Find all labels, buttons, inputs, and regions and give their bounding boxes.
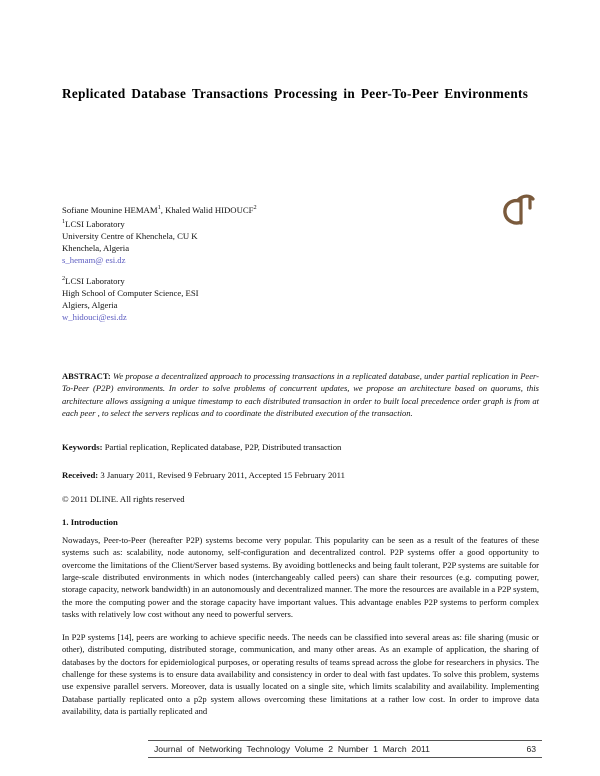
author-block [62, 202, 362, 324]
dline-logo-icon [498, 192, 540, 232]
author-names-prefix: Sofiane Mounine HEMAM [62, 204, 158, 215]
received-line [62, 469, 539, 481]
page-title: Replicated Database Transactions Processing in Peer-To-Peer Environments [62, 86, 529, 101]
affiliation-2-institution: High School of Computer Science, ESI [62, 288, 199, 299]
copyright-line: © 2011 DLINE. All rights reserved [62, 494, 185, 504]
abstract-block [62, 370, 539, 420]
affiliation-2-lab [62, 273, 362, 287]
keywords-label: Keywords: [62, 442, 103, 452]
footer-journal-info: Journal of Networking Technology Volume 2 Number 1 March 2011 [154, 744, 430, 754]
affiliation-2-lab-label: LCSI Laboratory [65, 276, 125, 287]
author-names [62, 202, 362, 216]
keywords-line [62, 441, 539, 453]
affiliation-spacer [62, 266, 362, 273]
received-text: 3 January 2011, Revised 9 February 2011, Accepted 15 February 2011 [98, 470, 345, 480]
abstract-label: ABSTRACT: [62, 371, 111, 381]
affiliation-1-lab-label: LCSI Laboratory [65, 218, 125, 229]
received-label: Received: [62, 470, 99, 480]
section-heading-introduction: 1. Introduction [62, 517, 118, 527]
keywords-text: Partial replication, Replicated database, P2P, Distributed transaction [102, 442, 342, 452]
author-names-middle: , Khaled Walid HIDOUCF [160, 204, 254, 215]
affiliation-1-sup: 1 [62, 217, 66, 225]
author-2-email-link[interactable]: w_hidouci@esi.dz [62, 312, 127, 323]
body-paragraph-2: In P2P systems [14], peers are working to achieve specific needs. The needs can be classified into several areas as: file sharing (music or other), distributed computing, distributed storage, communication, and many other areas. As an example of application, the sharing of databases by the doctors for epidemiological purposes, or operating results of teams spread across the globe for researchers in physics. The challenge for these systems is to ensure data availability and consistency in order to deal with fast updates. To solve this problem, systems use expensive parallel servers. Moreover, data is usually located on a single site, which limits scalability and availability. Implementing Database partially replicated onto a p2p system allows overcoming these limitations at a rather low cost. In order to improve data availability, data is partially replicated and [62, 632, 539, 717]
affiliation-1-city: Khenchela, Algeria [62, 243, 130, 254]
affiliation-2-city: Algiers, Algeria [62, 300, 118, 311]
author-sup-1: 1 [157, 204, 161, 211]
body-paragraph-1: Nowadays, Peer-to-Peer (hereafter P2P) systems become very popular. This popularity can be seen as a result of the features of these systems such as: scalability, node autonomy, self-configuration and decentralized control. P2P systems offer a good opportunity to overcome the limitations of the Client/Server based systems. By avoiding bottlenecks and being fault tolerant, P2P systems are suitable for large-scale distributed environments in which nodes (interchangeably called peers) can share their resources (e.g. computing power, storage capacity, network bandwidth) in an autonomously and decentralized manner. The more the resources are available in a P2P system, the more the computing power and the storage capacity have important values. This advantage enables P2P systems to perform complex tasks with relatively low cost without any need to powerful servers. [62, 535, 539, 620]
page-footer [148, 740, 542, 758]
affiliation-1-institution: University Centre of Khenchela, CU K [62, 230, 198, 241]
author-sup-2: 2 [253, 204, 257, 211]
footer-page-number: 63 [526, 744, 536, 754]
author-1-email-link[interactable]: s_hemam@ esi.dz [62, 255, 126, 266]
affiliation-2-sup: 2 [62, 275, 66, 283]
affiliation-1-lab [62, 216, 362, 230]
abstract-text: We propose a decentralized approach to processing transactions in a replicated database, under partial replication in Peer-To-Peer (P2P) environments. In order to solve problems of concurrent updates, we propose an architecture based on quorums, this architecture allows assigning a unique timestamp to each distributed transaction in order to built local precedence order graph is from at each peer , to select the servers replicas and to coordinate the distributed execution of the transaction. [62, 371, 539, 419]
